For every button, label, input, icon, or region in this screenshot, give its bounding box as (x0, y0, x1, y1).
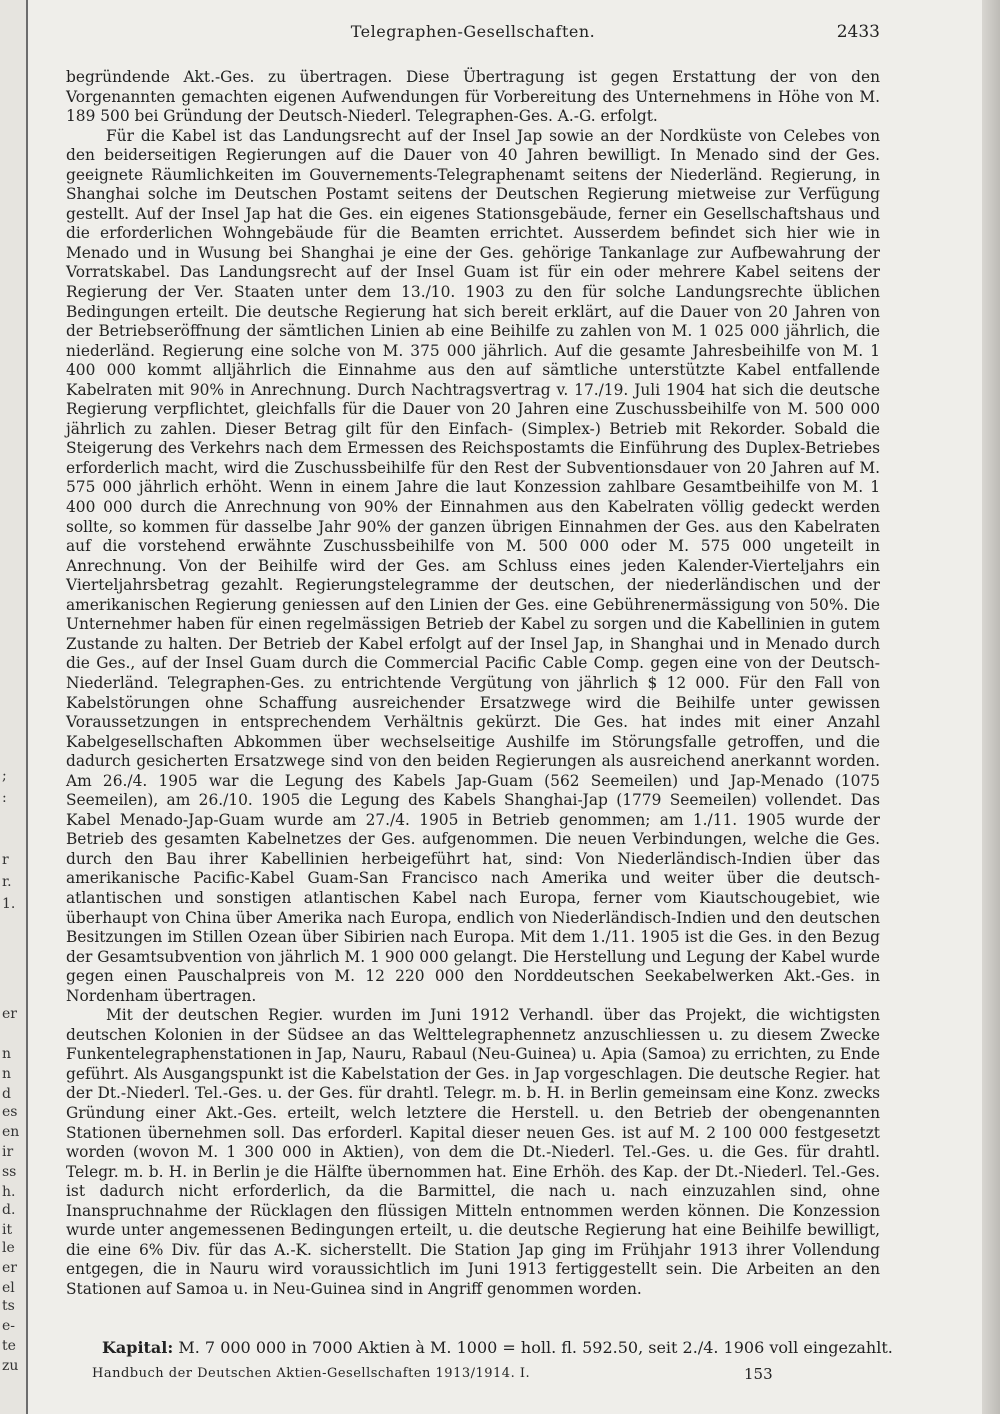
page-footer: Handbuch der Deutschen Aktien-Gesellschaften 1913/1914. I. (92, 1366, 531, 1381)
margin-fragment: ss (2, 1164, 17, 1180)
margin-fragment: r. (2, 874, 12, 890)
margin-fragment: it (2, 1222, 13, 1238)
margin-fragment: n (2, 1046, 12, 1062)
facing-page-margin (0, 0, 28, 1414)
margin-fragment: le (2, 1240, 15, 1256)
margin-fragment: te (2, 1338, 16, 1354)
body-text (66, 68, 880, 1299)
margin-fragment: es (2, 1104, 18, 1120)
margin-fragment: e- (2, 1318, 16, 1334)
margin-fragment: d. (2, 1202, 16, 1218)
capital-line (102, 1338, 893, 1357)
page-binding-edge (982, 0, 1000, 1414)
margin-fragment: 1. (2, 896, 16, 912)
paragraph: Mit der deutschen Regier. wurden im Juni 1912 Verhandl. über das Projekt, die wichtigsten deutschen Kolonien in der Südsee an das Welttelegraphennetz anzuschliessen u. zu diesem Zwecke Funkentelegraphenstationen in Jap, Nauru, Rabaul (Neu-Guinea) u. Apia (Samoa) zu errichten, zu Ende geführt. Als Ausgangspunkt ist die Kabelstation der Ges. in Jap vorgeschlagen. Die deutsche Regier. hat der Dt.-Niederl. Tel.-Ges. u. der Ges. für drahtl. Telegr. m. b. H. in Berlin gemeinsam eine Konz. zwecks Gründung einer Akt.-Ges. erteilt, welch letztere die Herstell. u. den Betrieb der obengenannten Stationen übernehmen soll. Das erforderl. Kapital dieser neuen Ges. ist auf M. 2 100 000 festgesetzt worden (wovon M. 1 300 000 in Aktien), von dem die Dt.-Niederl. Tel.-Ges. u. die Ges. für drahtl. Telegr. m. b. H. in Berlin je die Hälfte übernommen hat. Eine Erhöh. des Kap. der Dt.-Niederl. Tel.-Ges. ist dadurch nicht erforderlich, da die Barmittel, die nach u. nach einzuzahlen sind, ohne Inanspruchnahme der Rücklagen den flüssigen Mitteln entnommen werden können. Die Konzession wurde unter angemessenen Bedingungen erteilt, u. die deutsche Regierung hat eine Beihilfe bewilligt, die eine 6% Div. für das A.-K. sicherstellt. Die Station Jap ging im Frühjahr 1913 ihrer Vollendung entgegen, die in Nauru wird voraussichtlich im Juni 1913 fertiggestellt sein. Die Arbeiten an den Stationen auf Samoa u. in Neu-Guinea sind in Angriff genommen worden. (66, 1006, 880, 1298)
margin-fragment: er (2, 1260, 17, 1276)
margin-fragment: ir (2, 1144, 14, 1160)
margin-fragment: er (2, 1006, 17, 1022)
margin-fragment: d (2, 1086, 11, 1102)
paragraph: Für die Kabel ist das Landungsrecht auf der Insel Jap sowie an der Nordküste von Celebes von den beiderseitigen Regierungen auf die Dauer von 40 Jahren bewilligt. In Menado sind der Ges. geeignete Räumlichkeiten im Gouvernements-Telegraphenamt seitens der Niederländ. Regierung, in Shanghai solche im Deutschen Postamt seitens der Deutschen Regierung mietweise zur Verfügung gestellt. Auf der Insel Jap hat die Ges. ein eigenes Stationsgebäude, ferner ein Gesellschaftshaus und die erforderlichen Wohngebäude für die Beamten errichtet. Ausserdem befindet sich hier wie in Menado und in Wusung bei Shanghai je eine der Ges. gehörige Tankanlage zur Aufbewahrung der Vorratskabel. Das Landungsrecht auf der Insel Guam ist für ein oder mehrere Kabel seitens der Regierung der Ver. Staaten unter dem 13./10. 1903 zu den für solche Landungsrechte üblichen Bedingungen erteilt. Die deutsche Regierung hat sich bereit erklärt, auf die Dauer von 20 Jahren von der Betriebseröffnung der sämtlichen Linien ab eine Beihilfe zu zahlen von M. 1 025 000 jährlich, die niederländ. Regierung eine solche von M. 375 000 jährlich. Auf die gesamte Jahresbeihilfe von M. 1 400 000 kommt alljährlich die Einnahme aus den auf sämtliche unterstützte Kabel entfallende Kabelraten mit 90% in Anrechnung. Durch Nachtragsvertrag v. 17./19. Juli 1904 hat sich die deutsche Regierung verpflichtet, gleichfalls für die Dauer von 20 Jahren eine Zuschussbeihilfe von M. 500 000 jährlich zu zahlen. Dieser Betrag gilt für den Einfach- (Simplex-) Betrieb mit Rekorder. Sobald die Steigerung des Verkehrs nach dem Ermessen des Reichspostamts die Einführung des Duplex-Betriebes erforderlich macht, wird die Zuschussbeihilfe für den Rest der Subventionsdauer von 20 Jahren auf M. 575 000 jährlich erhöht. Wenn in einem Jahre die laut Konzession zahlbare Gesamtbeihilfe von M. 1 400 000 durch die Anrechnung von 90% der Einnahmen aus den Kabelraten völlig gedeckt werden sollte, so kommen für dasselbe Jahr 90% der ganzen übrigen Einnahmen der Ges. aus den Kabelraten auf die vorstehend erwähnte Zuschussbeihilfe von M. 500 000 oder M. 575 000 ungeteilt in Anrechnung. Von der Beihilfe wird der Ges. am Schluss eines jeden Kalender-Vierteljahrs ein Vierteljahrsbetrag gezahlt. Regierungstelegramme der deutschen, der niederländischen und der amerikanischen Regierung geniessen auf den Linien der Ges. eine Gebührenermässigung von 50%. Die Unternehmer haben für einen regelmässigen Betrieb der Kabel zu sorgen und die Kabellinien in gutem Zustande zu halten. Der Betrieb der Kabel erfolgt auf der Insel Jap, in Shanghai und in Menado durch die Ges., auf der Insel Guam durch die Commercial Pacific Cable Comp. gegen eine von der Deutsch-Niederländ. Telegraphen-Ges. zu entrichtende Vergütung von jährlich $ 12 000. Für den Fall von Kabelstörungen ohne Schaffung ausreichender Ersatzwege wird die Beihilfe unter gewissen Voraussetzungen in entsprechendem Verhältnis gekürzt. Die Ges. hat indes mit einer Anzahl Kabelgesellschaften Abkommen über wechselseitige Aushilfe im Störungsfalle getroffen, und die dadurch gesicherten Ersatzwege sind von den beiden Regierungen als ausreichend anerkannt worden. Am 26./4. 1905 war die Legung des Kabels Jap-Guam (562 Seemeilen) und Jap-Menado (1075 Seemeilen), am 26./10. 1905 die Legung des Kabels Shanghai-Jap (1779 Seemeilen) vollendet. Das Kabel Menado-Jap-Guam wurde am 27./4. 1905 in Betrieb genommen; am 1./11. 1905 wurde der Betrieb des gesamten Kabelnetzes der Ges. aufgenommen. Die neuen Verbindungen, welche die Ges. durch den Bau ihrer Kabellinien herbeigeführt hat, sind: Von Niederländisch-Indien über das amerikanische Pacific-Kabel Guam-San Francisco nach Amerika und weiter über die deutsch-atlantischen und sonstigen atlantischen Kabel nach Europa, ferner vom Kiautschougebiet, wie überhaupt von China über Amerika nach Europa, endlich von Niederländisch-Indien und den deutschen Besitzungen im Stillen Ozean über Sibirien nach Europa. Mit dem 1./11. 1905 ist die Ges. in den Bezug der Gesamtsubvention von jährlich M. 1 900 000 gelangt. Die Herstellung und Legung der Kabel wurde gegen einen Pauschalpreis von M. 12 220 000 den Norddeutschen Seekabelwerken Akt.-Ges. in Nordenham übertragen. (66, 126, 880, 1005)
margin-fragment: el (2, 1280, 15, 1296)
footer-page-number: 153 (744, 1365, 773, 1383)
running-title: Telegraphen-Gesellschaften. (350, 22, 596, 41)
capital-label: Kapital: (102, 1338, 174, 1357)
capital-text: M. 7 000 000 in 7000 Aktien à M. 1000 = holl. fl. 592.50, seit 2./4. 1906 voll eingezahlt. (178, 1338, 893, 1357)
margin-fragment: h. (2, 1184, 16, 1200)
margin-fragment: en (2, 1124, 20, 1140)
margin-fragment: r (2, 852, 9, 868)
margin-fragment: zu (2, 1358, 19, 1374)
margin-fragment: ; (2, 768, 7, 784)
margin-fragment: ts (2, 1298, 15, 1314)
margin-fragment: n (2, 1066, 12, 1082)
page-header (66, 22, 880, 46)
page-number: 2433 (836, 22, 880, 42)
paragraph: begründende Akt.-Ges. zu übertragen. Diese Übertragung ist gegen Erstattung der von den Vorgenannten gemachten eigenen Aufwendungen für Vorbereitung des Unternehmens in Höhe von M. 189 500 bei Gründung der Deutsch-Niederl. Telegraphen-Ges. A.-G. erfolgt. (66, 68, 880, 126)
margin-fragment: : (2, 790, 7, 806)
